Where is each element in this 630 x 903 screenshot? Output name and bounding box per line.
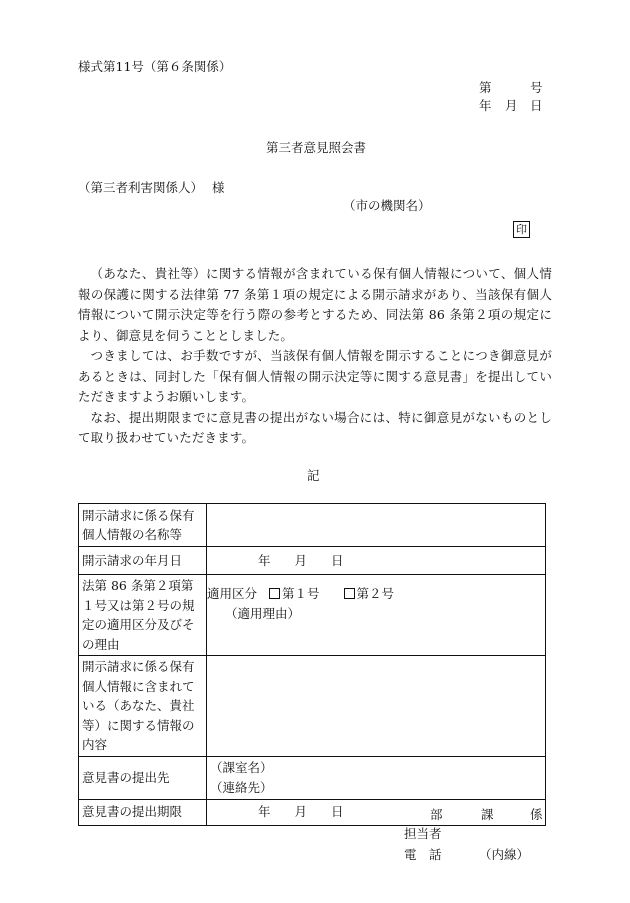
document-number-suffix: 号 xyxy=(530,80,543,95)
submit-department: （課室名） xyxy=(210,760,273,775)
addressee-name: （第三者利害関係人） xyxy=(78,180,204,195)
row-value-request-date xyxy=(207,547,546,575)
classification-line xyxy=(207,584,542,604)
checkbox-icon xyxy=(344,588,355,599)
row-value-content xyxy=(207,656,546,757)
footer-section: 課 xyxy=(481,807,494,822)
table-row xyxy=(79,656,546,757)
seal-mark xyxy=(513,221,530,238)
table-row xyxy=(79,756,546,799)
footer-unit: 係 xyxy=(530,807,543,822)
option-2: 第２号 xyxy=(356,586,395,601)
row-label-content: 開示請求に係る保有個人情報に含まれている（あなた、貴社等）に関する情報の内容 xyxy=(79,656,207,757)
row-value-name xyxy=(207,504,546,547)
addressee-honorific: 様 xyxy=(212,180,225,195)
footer-extension-label: （内線） xyxy=(479,847,530,862)
table-row xyxy=(79,575,546,656)
request-date-year: 年 xyxy=(258,552,271,568)
row-value-submit-to xyxy=(207,756,546,799)
date-month: 月 xyxy=(505,98,518,113)
footer-person-label: 担当者 xyxy=(404,826,442,841)
deadline-month: 月 xyxy=(294,804,308,820)
row-label-classification: 法第 86 条第２項第１号又は第２号の規定の適用区分及びその理由 xyxy=(79,575,207,656)
classification-label: 適用区分 xyxy=(207,586,258,601)
classification-reason: （適用理由） xyxy=(225,605,301,621)
document-title: 第三者意見照会書 xyxy=(266,140,367,155)
body-paragraph-2: つきましては、お手数ですが、当該保有個人情報を開示することにつき御意見があるときは、同封した「保有個人情報の開示決定等に関する意見書」を提出していただきますようお願いします。 xyxy=(78,348,552,404)
ki-heading: 記 xyxy=(307,468,320,483)
document-number-label: 第 xyxy=(479,80,492,95)
row-label-request-date: 開示請求の年月日 xyxy=(79,547,207,575)
submit-contact: （連絡先） xyxy=(210,779,273,795)
request-date-month: 月 xyxy=(294,552,308,568)
body-paragraph-1: （あなた、貴社等）に関する情報が含まれている保有個人情報について、個人情報の保護に関する法律第 77 条第１項の規定による開示請求があり、当該保有個人情報について開示決定等を行う際の参考とするため、同法第 86 条第２項の規定により、御意見を伺うこととしました。 xyxy=(78,266,552,343)
form-number: 様式第11号（第６条関係） xyxy=(78,59,232,74)
row-label-name: 開示請求に係る保有個人情報の名称等 xyxy=(79,504,207,547)
information-table xyxy=(78,503,546,826)
checkbox-icon xyxy=(269,588,280,599)
table-row xyxy=(79,547,546,575)
row-label-submit-to: 意見書の提出先 xyxy=(79,756,207,799)
row-label-deadline: 意見書の提出期限 xyxy=(79,799,207,825)
request-date-day: 日 xyxy=(331,552,344,568)
table-row xyxy=(79,504,546,547)
sender-organization: （市の機関名） xyxy=(343,198,431,213)
body-text xyxy=(78,264,552,449)
date-day: 日 xyxy=(530,98,543,113)
deadline-year: 年 xyxy=(258,804,271,820)
row-value-deadline xyxy=(207,799,546,825)
date-year: 年 xyxy=(479,98,492,113)
body-paragraph-3: なお、提出期限までに意見書の提出がない場合には、特に御意見がないものとして取り扱わせていただきます。 xyxy=(78,409,552,445)
footer-department: 部 xyxy=(430,807,443,822)
footer-phone-label: 電 話 xyxy=(404,847,442,862)
table-row xyxy=(79,799,546,825)
row-value-classification xyxy=(207,575,546,656)
seal-icon: 印 xyxy=(513,221,530,238)
deadline-day: 日 xyxy=(331,804,344,820)
option-1: 第１号 xyxy=(282,586,320,601)
